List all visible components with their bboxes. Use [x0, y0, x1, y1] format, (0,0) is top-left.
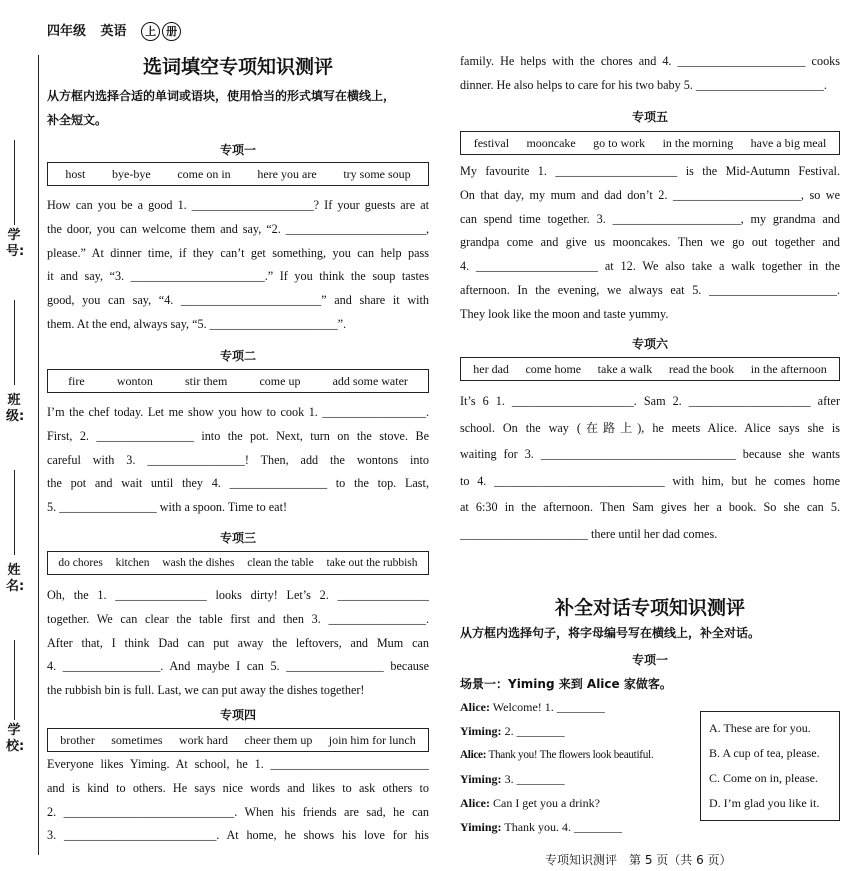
word-option: fire: [68, 373, 85, 388]
section-4-title: 专项四: [219, 708, 256, 722]
dialogue-line: [460, 815, 700, 839]
passage-line: 3. _________________________. At home, he shows his love for his: [47, 828, 429, 843]
passage-4-part-2: [460, 50, 840, 98]
option-a: A. These are for you.: [709, 721, 811, 735]
passage-line: dinner. He also helps to care for his two baby 5. _____________________.: [460, 77, 827, 92]
option-d: D. I’m glad you like it.: [709, 796, 820, 810]
word-option: sometimes: [111, 732, 163, 747]
utterance: 3. ________: [504, 772, 565, 786]
passage-line: 5. ________________ with a spoon. Time to eat!: [47, 500, 288, 515]
passage-line: _____________________ there until her dad comes.: [460, 526, 718, 541]
word-option: festival: [473, 135, 510, 150]
passage-line: 2. ____________________________. When his friends are sad, he can: [47, 804, 429, 819]
passage-line: Oh, the 1. _______________ looks dirty! Let’s 2. _______________: [47, 588, 429, 602]
passage-line: They look like the moon and taste yummy.: [460, 306, 669, 321]
word-option: clean the table: [247, 557, 314, 569]
utterance: Welcome! 1. ________: [492, 700, 605, 714]
class-label: 班级:: [6, 393, 25, 424]
speaker: Alice:: [460, 749, 487, 761]
passage-line: After that, I think Dad can put away the leftovers, and Mum can: [47, 635, 429, 650]
binding-line: [38, 55, 39, 855]
passage-line: them. At the end, always say, “5. _____________________”.: [47, 316, 347, 331]
options-box: [700, 711, 840, 821]
page-header: [47, 20, 183, 41]
word-option: her dad: [473, 361, 509, 376]
speaker: Yiming:: [460, 820, 502, 834]
passage-line: waiting for 3. ________________________________ because she wants: [460, 447, 840, 461]
passage-line: can spend time together. 3. _____________________, my grandma and: [460, 211, 840, 226]
passage-line: please.” At dinner time, if they can’t get something, you can help pass: [47, 245, 429, 260]
grade-label: 四年级: [47, 24, 87, 39]
option-c: C. Come on in, please.: [709, 771, 818, 785]
word-option: go to work: [593, 135, 646, 150]
word-option: add some water: [332, 373, 408, 388]
dialogue-instructions: 从方框内选择句子，将字母编号写在横线上，补全对话。: [460, 626, 761, 640]
passage-line: and is kind to others. He says nice words and likes to ask others to: [47, 780, 429, 795]
instruction-line: 补全短文。: [47, 113, 108, 127]
field-rule: [14, 300, 15, 385]
word-option: read the book: [668, 361, 735, 376]
word-option: work hard: [179, 732, 228, 747]
word-option: do chores: [58, 557, 103, 569]
word-option: here you are: [257, 166, 317, 181]
passage-line: careful with 3. ________________! Then, add the wontons into: [47, 452, 429, 467]
word-box-5: [460, 131, 840, 155]
passage-4-part-1: [47, 753, 429, 848]
word-option: kitchen: [115, 557, 150, 569]
word-option: come up: [259, 373, 301, 388]
field-rule: [14, 140, 15, 225]
passage-line: 4. ____________________ at 12. We also take a walk together in the: [460, 259, 840, 274]
page-title: 选词填空专项知识测评: [142, 56, 333, 78]
dialogue: [460, 695, 700, 839]
section-6-title: 专项六: [631, 337, 668, 351]
word-box-4: [47, 728, 429, 752]
option-b: B. A cup of tea, please.: [709, 746, 820, 760]
field-rule: [14, 640, 15, 720]
passage-line: good, you can say, “4. _______________________” and share it with: [47, 293, 429, 308]
speaker: Alice:: [460, 700, 490, 714]
instruction-line: 从方框内选择合适的单词或语块，使用恰当的形式填写在横线上，: [47, 89, 396, 103]
passage-line: 4. ________________. And maybe I can 5. ________________ because: [47, 659, 429, 674]
passage-line: family. He helps with the chores and 4. _____________________ cooks: [460, 54, 840, 68]
passage-line: to 4. ____________________________ with him, but he comes home: [460, 473, 840, 488]
passage-6: [460, 388, 840, 547]
utterance: Thank you. 4. ________: [504, 820, 623, 834]
passage-2: [47, 401, 429, 520]
word-option: mooncake: [526, 135, 576, 150]
school-label: 学校:: [6, 723, 25, 754]
passage-1: [47, 194, 429, 337]
section-1-title: 专项一: [219, 143, 256, 157]
passage-5: [460, 160, 840, 327]
field-rule: [14, 470, 15, 555]
word-option: come on in: [177, 166, 231, 181]
passage-line: the rubbish bin is full. Last, we can put away the dishes together!: [47, 683, 365, 698]
word-option: in the morning: [662, 135, 734, 150]
passage-line: afternoon. In the evening, we always eat 5. _____________________.: [460, 282, 840, 297]
passage-line: First, 2. ________________ into the pot. Next, turn on the stove. Be: [47, 428, 429, 443]
student-number-label: 学号:: [6, 228, 25, 259]
utterance: Thank you! The flowers look beautiful.: [488, 749, 654, 761]
word-option: come home: [525, 361, 582, 376]
word-option: in the afternoon: [750, 361, 827, 376]
utterance: Can I get you a drink?: [492, 796, 600, 810]
word-option: host: [65, 166, 86, 181]
passage-line: I’m the chef today. Let me show you how to cook 1. _________________.: [47, 405, 429, 419]
section-3-title: 专项三: [219, 531, 256, 545]
passage-line: Everyone likes Yiming. At school, he 1. __________________________: [47, 757, 429, 771]
dialogue-line: [460, 767, 700, 791]
page-footer: 专项知识测评 第 5 页（共 6 页）: [545, 853, 732, 867]
word-option: stir them: [185, 373, 228, 388]
word-option: have a big meal: [750, 135, 827, 150]
passage-line: It’s 6 1. ____________________. Sam 2. ____________________ after: [460, 394, 840, 408]
passage-line: My favourite 1. ____________________ is the Mid-Autumn Festival.: [460, 164, 840, 178]
passage-line: at 6:30 in the afternoon. Then Sam gives her a book. So she can 5.: [460, 500, 840, 514]
section-5-title: 专项五: [631, 110, 668, 124]
utterance: 2. ________: [504, 724, 565, 738]
speaker: Yiming:: [460, 772, 502, 786]
passage-line: the pot and wait until they 4. ________________ to the top. Last,: [47, 476, 429, 491]
passage-line: the door, you can welcome them and say, “2. _______________________,: [47, 221, 429, 236]
word-option: brother: [60, 732, 95, 747]
instructions: [47, 84, 432, 132]
word-option: wonton: [116, 373, 153, 388]
word-box-6: [460, 357, 840, 381]
word-option: take a walk: [597, 361, 653, 376]
speaker: Alice:: [460, 796, 490, 810]
dialogue-line: [460, 791, 700, 815]
word-box-3: [47, 551, 429, 575]
dialogue-line: [460, 719, 700, 743]
word-option: wash the dishes: [162, 557, 235, 569]
name-label: 姓名:: [6, 563, 25, 594]
dialogue-section-title: 专项一: [631, 653, 668, 667]
passage-line: grandpa come and give us mooncakes. Then we go out together and: [460, 235, 840, 250]
scene-label: 场景一：Yiming 来到 Alice 家做客。: [460, 677, 672, 691]
passage-3: [47, 584, 429, 703]
word-option: try some soup: [343, 166, 411, 181]
word-option: join him for lunch: [328, 732, 416, 747]
dialogue-title: 补全对话专项知识测评: [554, 597, 745, 619]
word-box-1: [47, 162, 429, 186]
section-2-title: 专项二: [219, 349, 256, 363]
passage-line: How can you be a good 1. ____________________? If your guests are at: [47, 198, 429, 212]
word-option: cheer them up: [244, 732, 313, 747]
passage-line: it and say, “3. ______________________.” If you think the soup tastes: [47, 269, 429, 284]
word-option: bye-bye: [112, 166, 151, 181]
word-box-2: [47, 369, 429, 393]
word-option: take out the rubbish: [326, 557, 418, 569]
passage-line: school. On the way (在路上), he meets Alice. Alice says she is: [460, 420, 840, 435]
dialogue-line: [460, 743, 700, 767]
dialogue-line: [460, 695, 700, 719]
speaker: Yiming:: [460, 724, 502, 738]
volume-circle-1: 上: [141, 22, 160, 41]
volume-circle-2: 册: [162, 22, 181, 41]
passage-line: together. We can clear the table first and then 3. ________________.: [47, 611, 429, 626]
subject-label: 英语: [100, 24, 127, 39]
passage-line: On that day, my mum and dad don’t 2. _____________________, so we: [460, 187, 840, 202]
